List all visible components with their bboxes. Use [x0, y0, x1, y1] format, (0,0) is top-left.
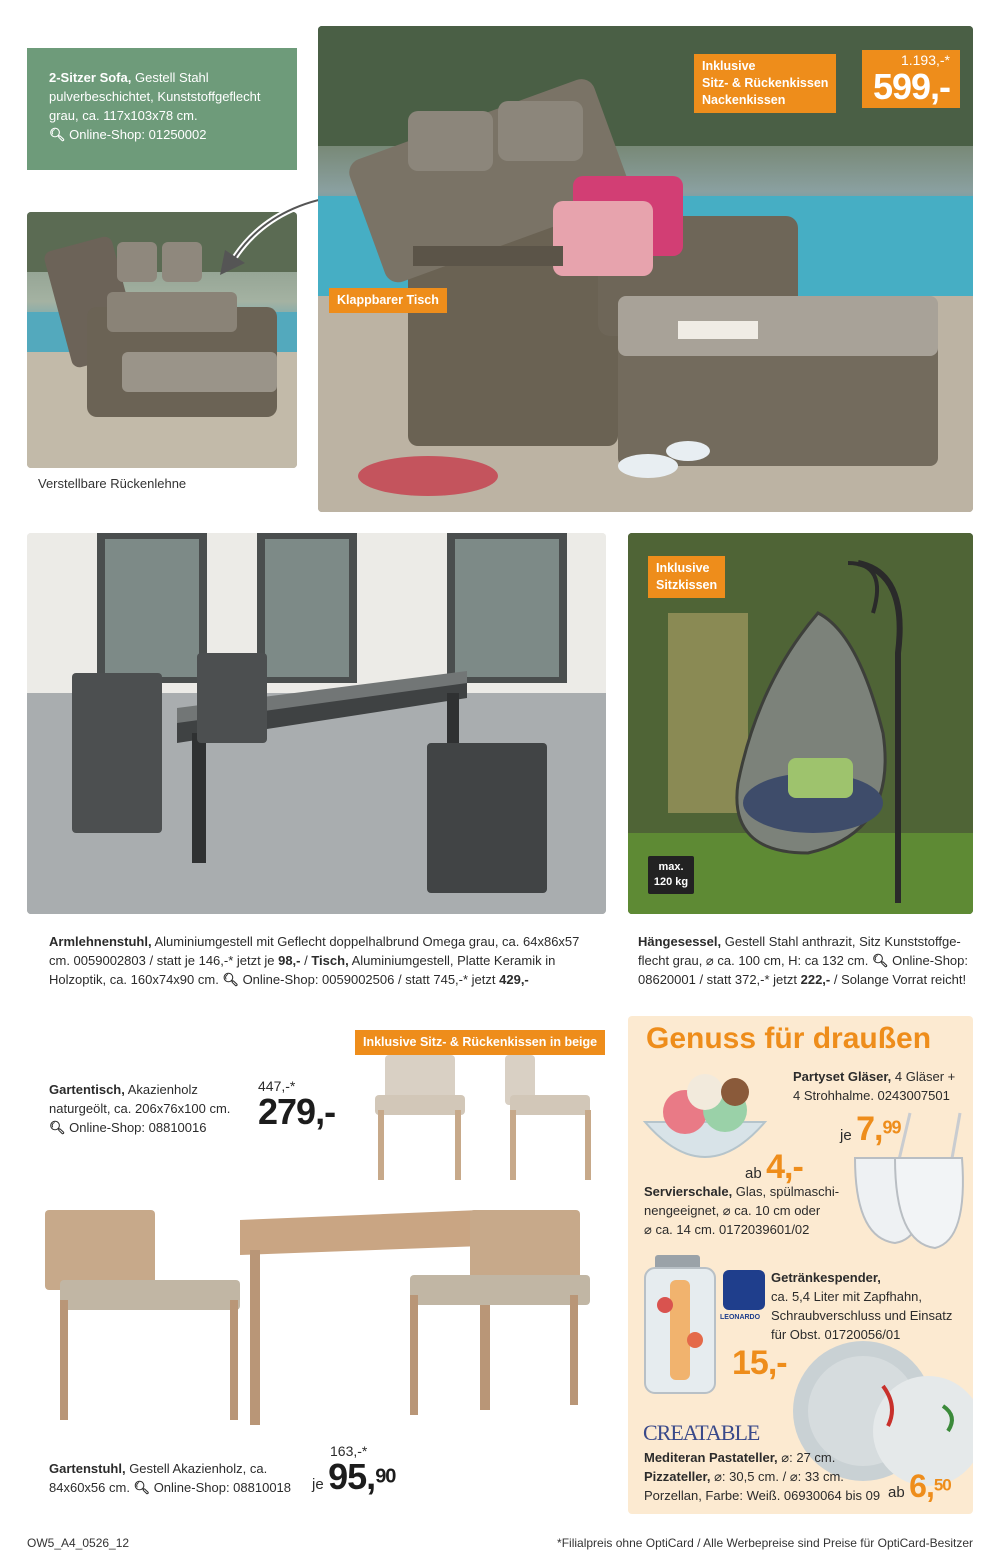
dining-shop-link[interactable]: Online-Shop: 0059002506 / statt 745,-* jetzt	[242, 972, 500, 987]
bowl-price-value: 4,-	[766, 1148, 803, 1186]
dining-text2c: Aluminiumgestell, Platte Keramik in	[348, 953, 556, 968]
plates-ab: ab	[888, 1484, 905, 1501]
swing-shop-link[interactable]: Online-Shop:	[892, 953, 969, 968]
max-load-value: 120 kg	[653, 876, 689, 888]
genuss-title: Genuss für draußen	[646, 1022, 932, 1055]
sofa-shop-link[interactable]: Online-Shop: 01250002	[69, 127, 207, 142]
dining-set-photo	[27, 533, 606, 914]
dining-chair-price: 98,-	[278, 953, 301, 968]
swing-tag-line1: Inklusive	[656, 561, 710, 575]
dispenser-text1: ca. 5,4 Liter mit Zapfhahn,	[771, 1289, 923, 1304]
dispenser-title: Getränkespender,	[771, 1270, 881, 1285]
sofa-title: 2-Sitzer Sofa,	[49, 70, 132, 85]
footer-code: OW5_A4_0526_12	[27, 1536, 130, 1550]
max-load-label: max.	[658, 861, 684, 873]
garden-table-old-price: 447,-*	[258, 1078, 296, 1094]
search-icon: 🔍︎	[133, 1480, 151, 1495]
search-icon: 🔍︎	[871, 953, 889, 968]
glasses-illustration	[850, 1108, 970, 1258]
swing-title: Hängesessel,	[638, 934, 722, 949]
bowl-text2: nengeeignet, ⌀ ca. 10 cm oder	[644, 1203, 821, 1218]
search-icon: 🔍︎	[222, 972, 239, 987]
plate3-text: Porzellan, Farbe: Weiß. 06930064 bis 09	[644, 1488, 881, 1503]
swing-inclusive-tag	[648, 556, 725, 598]
swing-description	[638, 932, 973, 989]
garden-table-illustration	[40, 1190, 600, 1430]
dining-text2a: cm. 0059002803 / statt je 146,-* jetzt je	[49, 953, 279, 968]
garden-chair-old-price: 163,-*	[330, 1443, 368, 1459]
leonardo-brand: LEONARDO	[720, 1314, 761, 1321]
dispenser-price: 15,-	[732, 1344, 787, 1382]
garden-chair-text2: 84x60x56 cm.	[49, 1480, 134, 1495]
garden-table-title: Gartentisch,	[49, 1082, 125, 1097]
sofa-tag-line1: Inklusive	[702, 59, 756, 73]
dining-text1: Aluminiumgestell mit Geflecht doppelhalbrund Omega grau, ca. 64x86x57	[151, 934, 580, 949]
garden-table-price	[258, 1078, 348, 1130]
garden-chair-price	[312, 1443, 402, 1495]
bowl-description	[644, 1182, 854, 1239]
bowl-ab: ab	[745, 1165, 762, 1182]
swing-price: 222,-	[800, 972, 831, 987]
sofa-price: 599,-	[872, 66, 950, 107]
garden-chair-shop-link[interactable]: Online-Shop: 08810018	[153, 1480, 292, 1495]
plate1-text: ⌀: 27 cm.	[777, 1450, 836, 1465]
dining-text2b: /	[300, 953, 312, 968]
dispenser-text3: für Obst. 01720056/01	[771, 1327, 901, 1342]
sofa-line3: grau, ca. 117x103x78 cm.	[49, 108, 198, 123]
garden-chairs-illustration	[360, 1050, 600, 1190]
footer-disclaimer: *Filialpreis ohne OptiCard / Alle Werbepreise sind Preise für OptiCard-Besitzer	[557, 1536, 973, 1550]
garden-chair-price-cents: 90	[375, 1465, 396, 1488]
garden-chair-title: Gartenstuhl,	[49, 1461, 126, 1476]
plates-price-main: 6,	[909, 1468, 934, 1504]
dining-illustration	[27, 533, 606, 914]
sofa-info-box	[27, 48, 297, 170]
bowl-text1: Glas, spülmaschi-	[732, 1184, 840, 1199]
dining-table-price: 429,-	[499, 972, 529, 987]
swing-text2: flecht grau, ⌀ ca. 100 cm, H: ca 132 cm.	[638, 953, 872, 968]
dispenser-illustration	[640, 1250, 725, 1400]
sofa-line2: pulverbeschichtet, Kunststoffgeflecht	[49, 89, 261, 104]
swing-text1: Gestell Stahl anthrazit, Sitz Kunststoffge-	[721, 934, 961, 949]
sofa-tag-line2: Sitz- & Rückenkissen	[702, 76, 829, 90]
sofa-line1: Gestell Stahl	[131, 70, 209, 85]
dispenser-description	[771, 1268, 971, 1344]
partyset-je: je	[840, 1127, 852, 1144]
plate2-text: ⌀: 30,5 cm. / ⌀: 33 cm.	[710, 1469, 844, 1484]
garden-chair-text1: Gestell Akazienholz, ca.	[125, 1461, 268, 1476]
plates-price	[888, 1468, 951, 1505]
partyset-text1: 4 Gläser +	[891, 1069, 956, 1084]
garden-table-text1: Akazienholz	[124, 1082, 198, 1097]
dining-chair-title: Armlehnenstuhl,	[49, 934, 152, 949]
search-icon: 🔍︎	[49, 1120, 66, 1135]
garden-chair-price-main: 95,	[328, 1456, 376, 1497]
creatable-logo: CREATABLE	[643, 1420, 760, 1445]
plates-description	[644, 1448, 894, 1505]
plate2-title: Pizzateller,	[644, 1469, 711, 1484]
table-tag: Klappbarer Tisch	[329, 288, 447, 313]
garden-inclusive-tag: Inklusive Sitz- & Rückenkissen in beige	[355, 1030, 605, 1055]
garden-chair-je: je	[312, 1476, 324, 1493]
partyset-price-cents: 99	[882, 1117, 901, 1138]
max-load-badge	[648, 856, 694, 894]
sofa-tag-line3: Nackenkissen	[702, 93, 786, 107]
sofa-caption: Verstellbare Rückenlehne	[38, 476, 187, 491]
swing-text3a: 08620001 / statt 372,-* jetzt	[638, 972, 801, 987]
dining-text3a: Holzoptik, ca. 160x74x90 cm.	[49, 972, 223, 987]
partyset-text2: 4 Strohhalme. 0243007501	[793, 1088, 950, 1103]
garden-table-shop-link[interactable]: Online-Shop: 08810016	[69, 1120, 207, 1135]
plates-price-cents: 50	[933, 1475, 951, 1495]
sofa-price-box	[862, 50, 960, 108]
partyset-description	[793, 1067, 968, 1105]
bowl-title: Servierschale,	[644, 1184, 733, 1199]
garden-table-description	[49, 1080, 249, 1137]
swing-tag-line2: Sitzkissen	[656, 578, 718, 592]
garden-chair-description	[49, 1459, 309, 1497]
plate1-title: Mediteran Pastateller,	[644, 1450, 778, 1465]
dispenser-text2: Schraubverschluss und Einsatz	[771, 1308, 953, 1323]
swing-text3b: / Solange Vorrat reicht!	[830, 972, 967, 987]
dining-description	[49, 932, 599, 989]
garden-table-new-price: 279,-	[258, 1091, 336, 1132]
sofa-inclusive-tag	[694, 54, 836, 113]
leonardo-logo	[723, 1270, 765, 1310]
partyset-price-main: 7,	[856, 1110, 883, 1148]
sofa-old-price: 1.193,-*	[900, 52, 950, 68]
partyset-title: Partyset Gläser,	[793, 1069, 892, 1084]
bowl-text3: ⌀ ca. 14 cm. 0172039601/02	[644, 1222, 810, 1237]
dining-table-title: Tisch,	[311, 953, 349, 968]
search-icon: 🔍︎	[49, 127, 66, 142]
garden-table-text2: naturgeölt, ca. 206x76x100 cm.	[49, 1101, 231, 1116]
